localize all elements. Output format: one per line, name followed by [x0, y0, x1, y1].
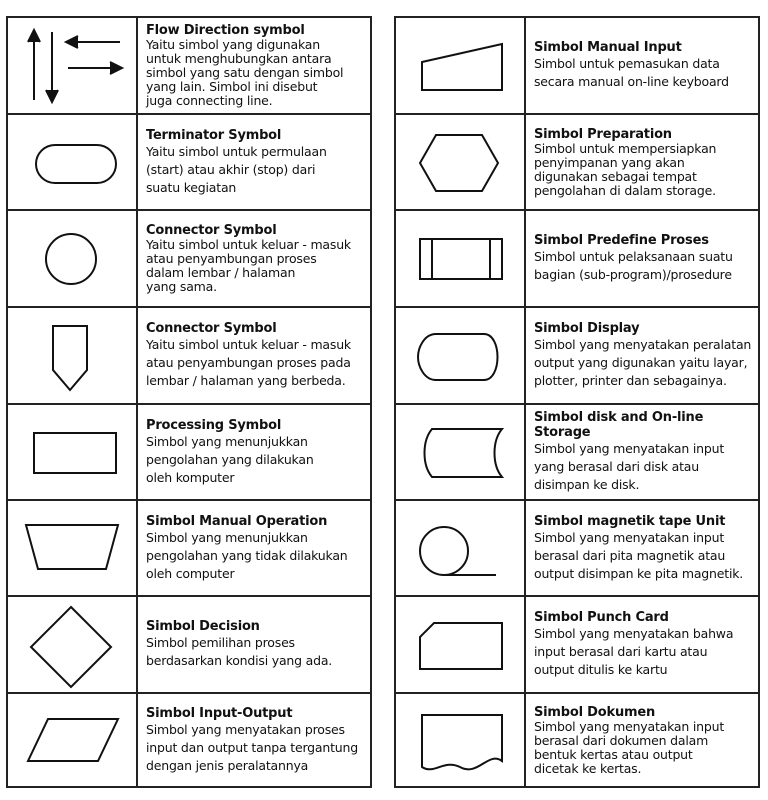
symbol-title: Processing Symbol [146, 417, 282, 433]
input-output-icon [8, 694, 138, 786]
table-row [396, 18, 758, 115]
table-row [396, 211, 758, 308]
symbol-description: Simbol untuk pemasukan data secara manual on-line keyboard [534, 56, 729, 89]
symbol-description: Simbol yang menyatakan bahwa input berasal dari kartu atau output ditulis ke kartu [534, 626, 734, 677]
symbol-description: Simbol untuk pelaksanaan suatu bagian (sub-program)/prosedure [534, 249, 733, 282]
symbol-title: Simbol Manual Operation [146, 513, 328, 529]
symbol-description: Simbol yang menyatakan input berasal dari dokumen dalam bentuk kertas atau output dicetak ke kertas. [534, 718, 725, 776]
table-row [396, 115, 758, 211]
connector-circle-icon [8, 211, 138, 306]
table-row [8, 18, 370, 115]
table-row [8, 308, 370, 405]
symbol-description: Simbol yang menunjukkan pengolahan yang dilakukan oleh komputer [146, 433, 314, 485]
left-symbol-table [6, 16, 372, 788]
symbol-title: Simbol Display [534, 321, 640, 336]
symbol-title: Flow Direction symbol [146, 23, 305, 38]
process-rectangle-icon [8, 405, 138, 499]
right-symbol-table [394, 16, 760, 788]
symbol-description: Yaitu simbol untuk keluar - masuk atau penyambungan proses dalam lembar / halaman yang sama. [146, 237, 351, 294]
table-row [396, 597, 758, 694]
symbol-title: Simbol disk and On-line Storage [534, 410, 704, 440]
symbol-title: Simbol Dokumen [534, 704, 656, 720]
table-row [8, 211, 370, 308]
symbol-description: Yaitu simbol yang digunakan untuk menghubungkan antara simbol yang satu dengan simbol yang lain. Simbol ini disebut juga connecting line. [146, 37, 344, 108]
symbol-description: Simbol yang menyatakan input berasal dari pita magnetik atau output disimpan ke pita magnetik. [534, 529, 744, 581]
table-row [396, 405, 758, 501]
symbol-title: Terminator Symbol [146, 127, 282, 143]
symbol-title: Simbol Manual Input [534, 40, 682, 55]
symbol-description: Yaitu simbol untuk keluar - masuk atau penyambungan proses pada lembar / halaman yang berbeda. [146, 337, 351, 388]
document-icon [396, 694, 526, 786]
symbol-title: Simbol Punch Card [534, 610, 669, 625]
table-row [396, 694, 758, 786]
table-row [8, 115, 370, 211]
table-row [8, 597, 370, 694]
symbol-title: Simbol Decision [146, 619, 260, 634]
symbol-description: Simbol yang menyatakan input yang berasal dari disk atau disimpan ke disk. [534, 441, 725, 492]
magnetic-tape-icon [396, 501, 526, 595]
symbol-title: Simbol Predefine Proses [534, 233, 709, 248]
predefined-process-icon [396, 211, 526, 306]
table-row [8, 501, 370, 597]
table-row [396, 501, 758, 597]
symbol-title: Connector Symbol [146, 321, 277, 336]
symbol-description: Simbol yang menyatakan proses input dan output tanpa tergantung dengan jenis peralatannya [146, 721, 358, 773]
preparation-hexagon-icon [396, 115, 526, 209]
symbol-title: Connector Symbol [146, 223, 277, 238]
decision-diamond-icon [8, 597, 138, 692]
symbol-title: Simbol Input-Output [146, 705, 293, 721]
online-storage-icon [396, 405, 526, 499]
manual-input-icon [396, 18, 526, 113]
table-row [8, 405, 370, 501]
flow-direction-icon [8, 18, 138, 113]
table-row [396, 308, 758, 405]
terminator-icon [8, 115, 138, 209]
off-page-connector-icon [8, 308, 138, 403]
display-icon [396, 308, 526, 403]
symbol-description: Simbol untuk mempersiapkan penyimpanan yang akan digunakan sebagai tempat pengolahan di dalam storage. [534, 140, 717, 198]
manual-operation-icon [8, 501, 138, 595]
symbol-description: Simbol yang menyatakan peralatan output yang digunakan yaitu layar, plotter, printer dan sebagainya. [534, 337, 752, 388]
table-row [8, 694, 370, 786]
symbol-description: Simbol pemilihan proses berdasarkan kondisi yang ada. [146, 635, 333, 668]
symbol-description: Simbol yang menunjukkan pengolahan yang tidak dilakukan oleh computer [146, 529, 348, 581]
symbol-title: Simbol Preparation [534, 126, 672, 142]
symbol-description: Yaitu simbol untuk permulaan (start) atau akhir (stop) dari suatu kegiatan [146, 143, 327, 195]
punch-card-icon [396, 597, 526, 692]
symbol-title: Simbol magnetik tape Unit [534, 513, 726, 529]
